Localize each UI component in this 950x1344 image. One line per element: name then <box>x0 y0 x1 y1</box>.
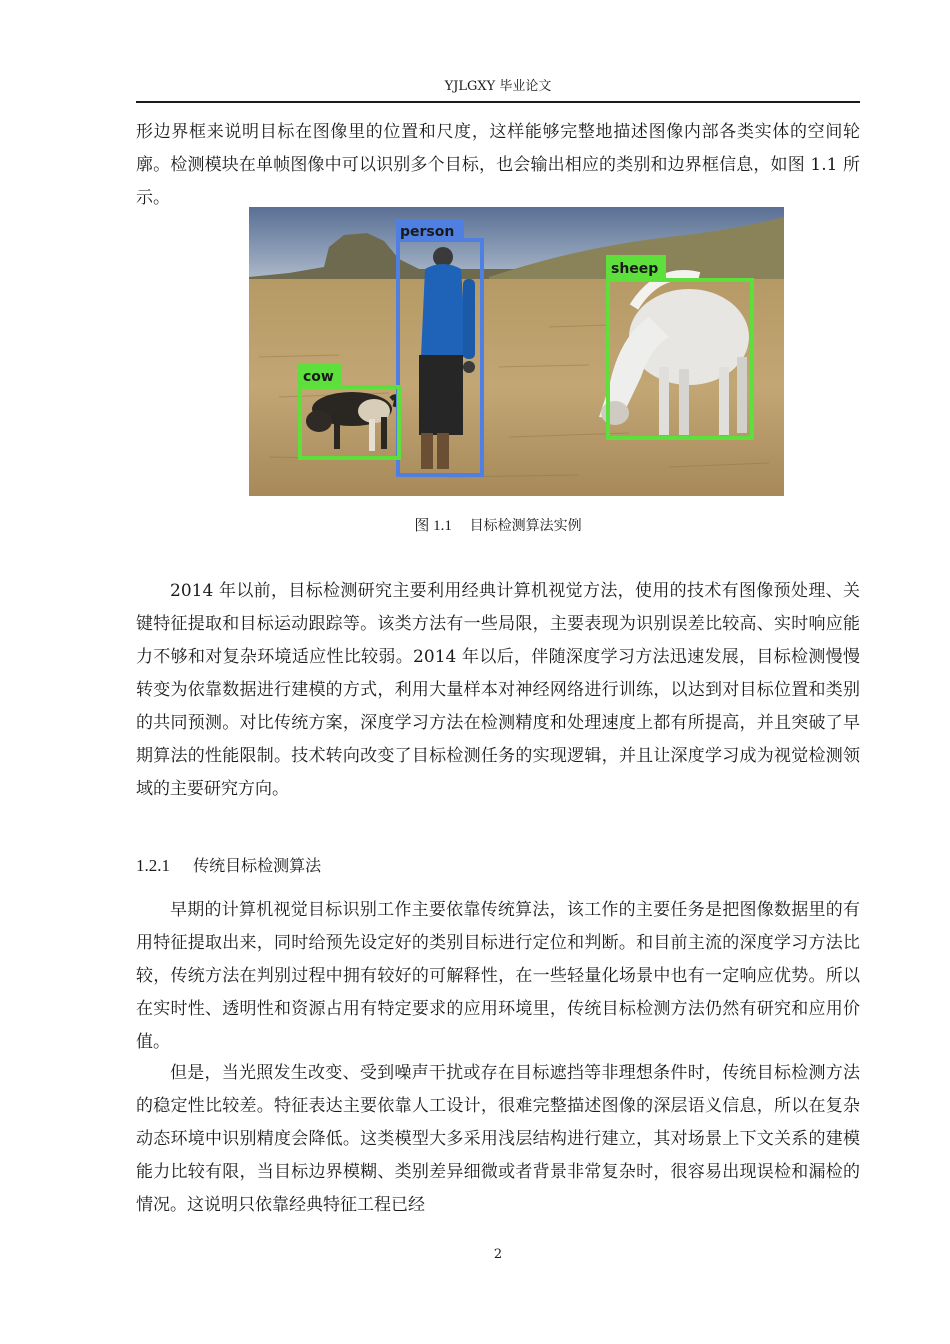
detection-figure <box>249 207 784 496</box>
section-number: 1.2.1 <box>136 856 170 875</box>
detection-image <box>249 207 784 496</box>
sheep-label: sheep <box>611 261 659 277</box>
section-title: 传统目标检测算法 <box>193 856 322 875</box>
page-number: 2 <box>493 1247 503 1262</box>
person-label: person <box>400 224 455 240</box>
section-heading <box>136 854 860 878</box>
figure-number: 图 1.1 <box>414 518 452 534</box>
figure-caption <box>136 516 860 536</box>
figure-caption-text: 目标检测算法实例 <box>469 518 582 534</box>
body-paragraph-4: 但是，当光照发生改变、受到噪声干扰或存在目标遮挡等非理想条件时，传统目标检测方法的稳定性比较差。特征表达主要依靠人工设计，很难完整描述图像的深层语义信息，所以在复杂动态环境中识别精度会降低。这类模型大多采用浅层结构进行建立，其对场景上下文关系的建模能力比较有限，当目标边界模糊、类别差异细微或者背景非常复杂时，很容易出现误检和漏检的情况。这说明只依靠经典特征工程已经 <box>136 1063 860 1215</box>
cow-label: cow <box>303 369 334 385</box>
intro-paragraph: 形边界框来说明目标在图像里的位置和尺度，这样能够完整地描述图像内部各类实体的空间轮廓。检测模块在单帧图像中可以识别多个目标，也会输出相应的类别和边界框信息，如图 1.1 所示。 <box>136 122 860 208</box>
body-paragraph-3: 早期的计算机视觉目标识别工作主要依靠传统算法，该工作的主要任务是把图像数据里的有用特征提取出来，同时给预先设定好的类别目标进行定位和判断。和目前主流的深度学习方法比较，传统方法在判别过程中拥有较好的可解释性，在一些轻量化场景中也有一定响应优势。所以在实时性、透明性和资源占用有特定要求的应用环境里，传统目标检测方法仍然有研究和应用价值。 <box>136 900 860 1052</box>
body-paragraph-2: 2014 年以前，目标检测研究主要利用经典计算机视觉方法，使用的技术有图像预处理、关键特征提取和目标运动跟踪等。该类方法有一些局限，主要表现为识别误差比较高、实时响应能力不够和对复杂环境适应性比较弱。2014 年以后，伴随深度学习方法迅速发展，目标检测慢慢转变为依靠数据进行建模的方式，利用大量样本对神经网络进行训练，以达到对目标位置和类别的共同预测。对比传统方案，深度学习方法在检测精度和处理速度上都有所提高，并且突破了早期算法的性能限制。技术转向改变了目标检测任务的实现逻辑，并且让深度学习成为视觉检测领域的主要研究方向。 <box>136 581 860 799</box>
header-rule <box>136 101 860 103</box>
running-header: YJLGXY 毕业论文 <box>444 79 552 94</box>
